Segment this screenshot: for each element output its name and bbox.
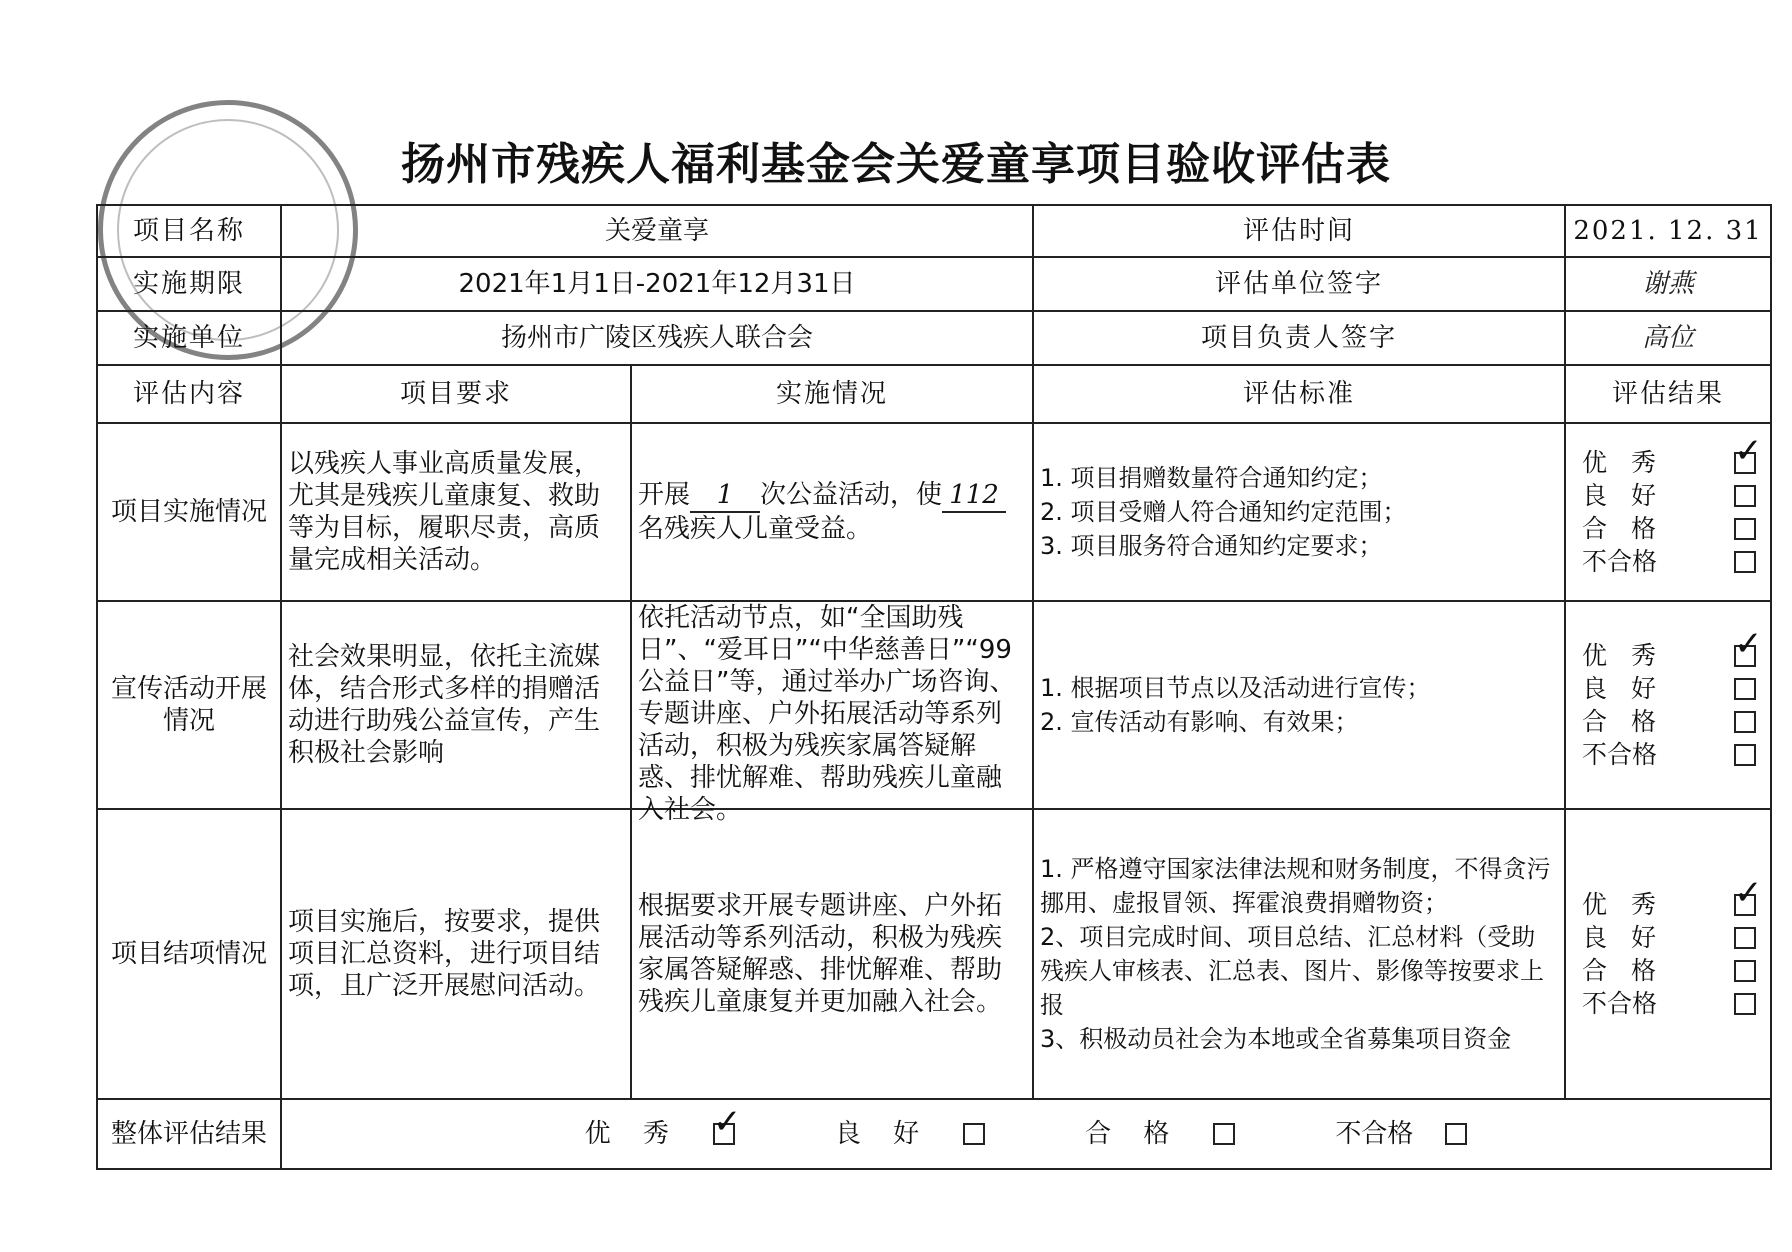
option-pass: 合 格	[1572, 954, 1764, 987]
overall-result-row	[97, 1099, 1771, 1169]
unit-value: 扬州市广陵区残疾人联合会	[281, 311, 1033, 365]
eval-time-value: 2021. 12. 31	[1565, 205, 1771, 257]
header-requirement: 项目要求	[281, 365, 631, 423]
period-value: 2021年1月1日-2021年12月31日	[281, 257, 1033, 311]
header-content: 评估内容	[97, 365, 281, 423]
option-excellent: 优 秀 ✓	[1572, 888, 1764, 921]
option-fail: 不合格	[1572, 738, 1764, 771]
row-standards	[1033, 423, 1565, 601]
row-requirement: 社会效果明显，依托主流媒体，结合形式多样的捐赠活动进行助残公益宣传，产生积极社会影响	[281, 601, 631, 809]
row-situation	[631, 601, 1033, 825]
option-fail: 不合格	[1572, 545, 1764, 578]
info-row-project-name	[97, 205, 1771, 257]
row-content-label: 宣传活动开展情况	[97, 601, 281, 809]
overall-option-pass: 合 格	[1085, 1118, 1235, 1150]
option-excellent: 优 秀 ✓	[1572, 446, 1764, 479]
header-situation: 实施情况	[631, 365, 1033, 423]
overall-checkbox-fail[interactable]	[1445, 1123, 1467, 1145]
row-situation	[631, 423, 1033, 601]
option-excellent: 优 秀 ✓	[1572, 639, 1764, 672]
checkbox-pass[interactable]	[1734, 711, 1756, 733]
checkbox-excellent[interactable]	[1734, 894, 1756, 916]
checkbox-fail[interactable]	[1734, 551, 1756, 573]
standard-item: 1. 项目捐赠数量符合通知约定；	[1040, 464, 1383, 492]
project-name-label: 项目名称	[97, 205, 281, 257]
eval-unit-sign-label: 评估单位签字	[1033, 257, 1565, 311]
checkbox-good[interactable]	[1734, 485, 1756, 507]
overall-option-excellent: 优 秀 ✓	[585, 1118, 735, 1150]
row-result-options	[1565, 601, 1771, 809]
standard-item: 3、积极动员社会为本地或全省募集项目资金	[1040, 1025, 1512, 1053]
checkbox-excellent[interactable]	[1734, 645, 1756, 667]
standard-item: 1. 根据项目节点以及活动进行宣传；	[1040, 674, 1431, 702]
row-result-options	[1565, 809, 1771, 1099]
standard-item: 2. 宣传活动有影响、有效果；	[1040, 708, 1359, 736]
overall-option-good: 良 好	[835, 1118, 985, 1150]
row-content-label: 项目实施情况	[97, 423, 281, 601]
unit-label: 实施单位	[97, 311, 281, 365]
overall-options	[281, 1099, 1771, 1169]
beneficiary-count-blank: 112	[942, 479, 1006, 513]
activity-count-blank: 1	[690, 479, 760, 513]
standard-item: 2、项目完成时间、项目总结、汇总材料（受助残疾人审核表、汇总表、图片、影像等按要求上报	[1040, 923, 1545, 1019]
evaluation-form-table	[96, 204, 1772, 1170]
standard-item: 3. 项目服务符合通知约定要求；	[1040, 532, 1383, 560]
option-good: 良 好	[1572, 921, 1764, 954]
checkbox-fail[interactable]	[1734, 993, 1756, 1015]
eval-time-label: 评估时间	[1033, 205, 1565, 257]
overall-option-fail: 不合格	[1335, 1118, 1467, 1150]
column-header-row	[97, 365, 1771, 423]
row-standards	[1033, 601, 1565, 809]
header-standard: 评估标准	[1033, 365, 1565, 423]
option-fail: 不合格	[1572, 987, 1764, 1020]
row-content-label: 项目结项情况	[97, 809, 281, 1099]
row-standards	[1033, 809, 1565, 1099]
checkbox-fail[interactable]	[1734, 744, 1756, 766]
eval-unit-signature: 谢燕	[1565, 257, 1771, 311]
option-pass: 合 格	[1572, 705, 1764, 738]
standard-item: 2. 项目受赠人符合通知约定范围；	[1040, 498, 1407, 526]
period-label: 实施期限	[97, 257, 281, 311]
row-requirement: 项目实施后，按要求，提供项目汇总资料，进行项目结项，且广泛开展慰问活动。	[281, 809, 631, 1099]
page-title: 扬州市残疾人福利基金会关爱童享项目验收评估表	[401, 139, 1391, 190]
leader-signature: 高位	[1565, 311, 1771, 365]
checkbox-pass[interactable]	[1734, 518, 1756, 540]
checkbox-excellent[interactable]	[1734, 452, 1756, 474]
info-row-period	[97, 257, 1771, 311]
overall-checkbox-good[interactable]	[963, 1123, 985, 1145]
checkbox-good[interactable]	[1734, 678, 1756, 700]
checkbox-pass[interactable]	[1734, 960, 1756, 982]
row-situation: 根据要求开展专题讲座、户外拓展活动等系列活动，积极为残疾家属答疑解惑、排忧解难、帮助残疾儿童康复并更加融入社会。	[631, 809, 1033, 1099]
row-result-options	[1565, 423, 1771, 601]
overall-label: 整体评估结果	[97, 1099, 281, 1169]
option-pass: 合 格	[1572, 512, 1764, 545]
overall-checkbox-excellent[interactable]	[713, 1123, 735, 1145]
table-row	[97, 423, 1771, 601]
situation-middle: 次公益活动，使	[760, 480, 943, 510]
table-row	[97, 809, 1771, 1099]
checkbox-good[interactable]	[1734, 927, 1756, 949]
situation-prefix: 开展	[638, 480, 691, 510]
project-name-value: 关爱童享	[281, 205, 1033, 257]
option-good: 良 好	[1572, 479, 1764, 512]
info-row-unit	[97, 311, 1771, 365]
standard-item: 1. 严格遵守国家法律法规和财务制度，不得贪污挪用、虚报冒领、挥霍浪费捐赠物资；	[1040, 855, 1551, 917]
row-requirement: 以残疾人事业高质量发展，尤其是残疾儿童康复、救助等为目标，履职尽责，高质量完成相关活动。	[281, 423, 631, 601]
situation-text-clip: 依托活动节点，如“全国助残日”、“爱耳日”“中华慈善日”“99公益日”等，通过举办广场咨询、专题讲座、户外拓展活动等系列活动，积极为残疾家属答疑解惑、排忧解难、帮助残疾儿童融入社会。	[638, 603, 1016, 825]
overall-checkbox-pass[interactable]	[1213, 1123, 1235, 1145]
header-result: 评估结果	[1565, 365, 1771, 423]
option-good: 良 好	[1572, 672, 1764, 705]
situation-suffix: 名残疾人儿童受益。	[638, 514, 873, 544]
leader-sign-label: 项目负责人签字	[1033, 311, 1565, 365]
table-row	[97, 601, 1771, 809]
